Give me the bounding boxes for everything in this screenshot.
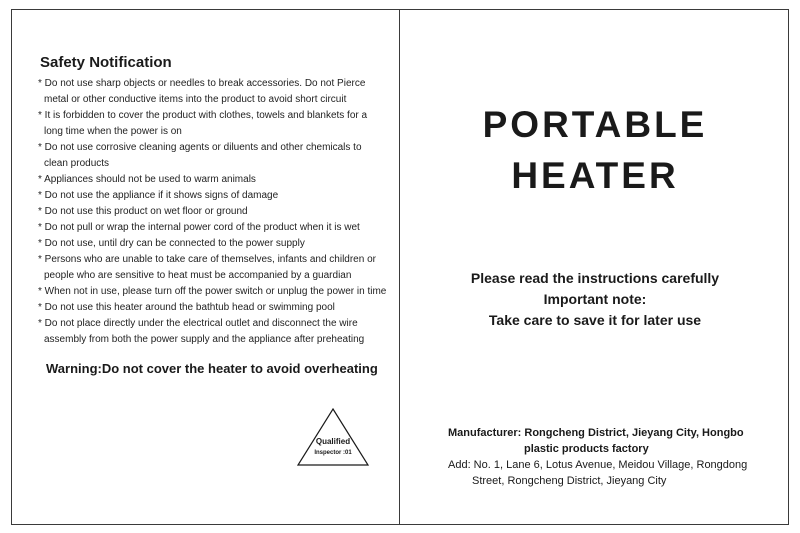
safety-section (38, 54, 388, 348)
instruction-note-line1: Please read the instructions carefully (470, 270, 720, 286)
stamp-qualified-label: Qualified (315, 437, 351, 446)
safety-rule: * Appliances should not be used to warm animals (38, 172, 388, 188)
safety-rule: * Do not use the appliance if it shows signs of damage (38, 188, 388, 204)
address-line1: Add: No. 1, Lane 6, Lotus Avenue, Meidou Village, Rongdong (448, 459, 748, 471)
product-title-line1: PORTABLE (482, 104, 708, 145)
safety-title: Safety Notification (40, 54, 172, 71)
manufacturer-line1: Manufacturer: Rongcheng District, Jieyang City, Hongbo (448, 427, 744, 439)
qualified-stamp (296, 407, 370, 467)
stamp-inspector-label: Inspector :01 (314, 450, 352, 456)
manufacturer-line2: plastic products factory (524, 443, 649, 455)
safety-rule: * Do not use sharp objects or needles to break accessories. Do not Pierce metal or other conductive items into the product to avoid short circuit (38, 76, 388, 108)
instruction-note-line2: Important note: (543, 291, 647, 307)
safety-rule: * Do not use, until dry can be connected to the power supply (38, 236, 388, 252)
safety-rule: * Do not use corrosive cleaning agents or diluents and other chemicals to clean products (38, 140, 388, 172)
page-divider (399, 9, 400, 525)
safety-rule: * It is forbidden to cover the product with clothes, towels and blankets for a long time when the power is on (38, 108, 388, 140)
safety-rule: * When not in use, please turn off the power switch or unplug the power in time (38, 284, 388, 300)
safety-rule: * Do not use this heater around the bathtub head or swimming pool (38, 300, 388, 316)
safety-rule: * Do not place directly under the electrical outlet and disconnect the wire assembly from both the power supply and the appliance after preheating (38, 316, 388, 348)
safety-rules-list (38, 76, 388, 348)
safety-rule: * Do not pull or wrap the internal power cord of the product when it is wet (38, 220, 388, 236)
safety-rule: * Persons who are unable to take care of themselves, infants and children or people who are sensitive to heat must be accompanied by a guardian (38, 252, 388, 284)
safety-rule: * Do not use this product on wet floor or ground (38, 204, 388, 220)
warning-text: Warning:Do not cover the heater to avoid overheating (46, 361, 378, 376)
instruction-note-line3: Take care to save it for later use (488, 312, 702, 328)
product-title-line2: HEATER (511, 155, 679, 196)
address-line2: Street, Rongcheng District, Jieyang City (472, 475, 667, 487)
manufacturer-block (448, 425, 758, 489)
